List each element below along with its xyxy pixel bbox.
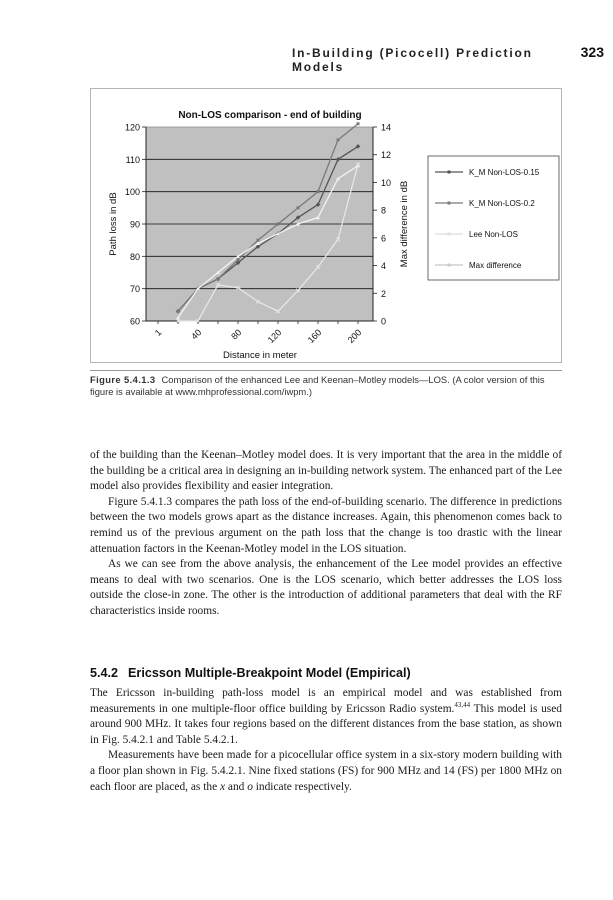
y-tick-label: 70: [129, 284, 140, 295]
y2-tick-label: 2: [381, 288, 387, 299]
data-point: [217, 277, 220, 280]
chart-svg: [91, 89, 563, 364]
y2-tick-label: 6: [381, 233, 387, 244]
y2-tick-label: 12: [381, 150, 392, 161]
section-body: [90, 686, 562, 795]
text-run: indicate respectively.: [252, 780, 352, 793]
y-axis-label: Path loss in dB: [108, 192, 119, 256]
legend-marker: [448, 202, 451, 205]
y-tick-label: 80: [129, 251, 140, 262]
section-heading: [90, 666, 411, 680]
data-point: [277, 223, 280, 226]
legend-marker: [448, 171, 451, 174]
paragraph: [90, 686, 562, 748]
data-point: [297, 206, 300, 209]
figure-caption-text: Comparison of the enhanced Lee and Keenan–Motley models—LOS. (A color version of this figure is available at www.mhprofessional.com/iwpm.): [90, 374, 545, 397]
paragraph: [90, 748, 562, 795]
x-tick-label: 40: [189, 327, 204, 342]
paragraph: As we can see from the above analysis, the enhancement of the Lee model provides an effective means to deal with two scenarios. One is the LOS scenario, which better addresses the LOS loss outside the close-in zone. The other is the introduction of additional parameters that deal with the RF characteristics inside rooms.: [90, 558, 562, 617]
x-tick-label: 80: [229, 327, 244, 342]
legend-marker: [448, 264, 451, 267]
text-run: The Ericsson in-building path-loss model is an empirical model and was established from measurements in one multiple-floor office building by Ericsson Radio system.: [90, 687, 562, 715]
reference-superscript: 43,44: [454, 700, 471, 709]
legend-label: K_M Non-LOS-0.15: [469, 168, 540, 178]
legend-label: Max difference: [469, 261, 522, 271]
x-axis-label: Distance in meter: [223, 350, 297, 361]
body-text-block: [90, 448, 562, 620]
y2-axis-label: Max difference in dB: [399, 180, 410, 268]
x-tick-label: 200: [345, 327, 364, 346]
y-tick-label: 60: [129, 316, 140, 327]
y2-tick-label: 4: [381, 261, 387, 272]
data-point: [337, 138, 340, 141]
data-point: [177, 310, 180, 313]
symbol-x: x: [219, 780, 226, 793]
x-tick-label: 160: [305, 327, 324, 346]
legend: [428, 156, 559, 280]
legend-label: Lee Non-LOS: [469, 230, 518, 240]
y-tick-label: 120: [124, 122, 140, 133]
y-tick-label: 100: [124, 187, 140, 198]
figure-chart: [90, 88, 562, 363]
caption-rule: [90, 370, 562, 371]
legend-label: K_M Non-LOS-0.2: [469, 199, 535, 209]
text-run: and: [225, 780, 248, 793]
y2-tick-label: 0: [381, 316, 387, 327]
text-run: Measurements have been made for a picocellular office system in a six-story modern building with a floor plan shown in Fig. 5.4.2.1. Nine fixed stations (FS) for 900 MHz and 14 (FS) per 1800 MHz on each floor are placed, as the: [90, 749, 562, 793]
y2-tick-label: 10: [381, 177, 392, 188]
running-head-title: In-Building (Picocell) Prediction Models: [292, 46, 533, 74]
text-run: This model is used around 900 MHz. It takes four regions based on the different distances from the base station, as shown in Fig. 5.4.2.1 and Table 5.4.2.1.: [90, 702, 562, 746]
page-number: 323: [580, 44, 604, 60]
x-tick-label: 120: [265, 327, 284, 346]
data-point: [357, 122, 360, 125]
y2-tick-label: 14: [381, 122, 392, 133]
figure-label: Figure 5.4.1.3: [90, 374, 156, 385]
y-tick-label: 110: [125, 154, 140, 165]
y2-tick-label: 8: [381, 205, 387, 216]
legend-marker: [448, 233, 451, 236]
paragraph: Figure 5.4.1.3 compares the path loss of the end-of-building scenario. The difference in predictions between the two models grows apart as the distance increases. Again, this phenomenon comes back to remind us of the previous argument on the path loss that the change is too drastic with the linear attenuation factors in the Keenan-Motley model in the LOS situation.: [90, 495, 562, 555]
section-number: 5.4.2: [90, 666, 119, 680]
data-point: [317, 190, 320, 193]
chart-title: Non-LOS comparison - end of building: [178, 110, 362, 121]
paragraph: of the building than the Keenan–Motley model does. It is very important that the area in the middle of the building be a critical area in designing an in-building network system. The enhanced part of the Lee model also provides flexibility and easier integration.: [90, 449, 562, 493]
symbol-o: o: [247, 780, 253, 793]
y-tick-label: 90: [129, 219, 140, 230]
running-head: [292, 44, 604, 74]
figure-caption: [90, 374, 562, 398]
data-point: [257, 239, 260, 242]
x-tick-label: 1: [152, 327, 164, 338]
data-point: [237, 258, 240, 261]
section-title: Ericsson Multiple-Breakpoint Model (Empirical): [128, 666, 411, 680]
